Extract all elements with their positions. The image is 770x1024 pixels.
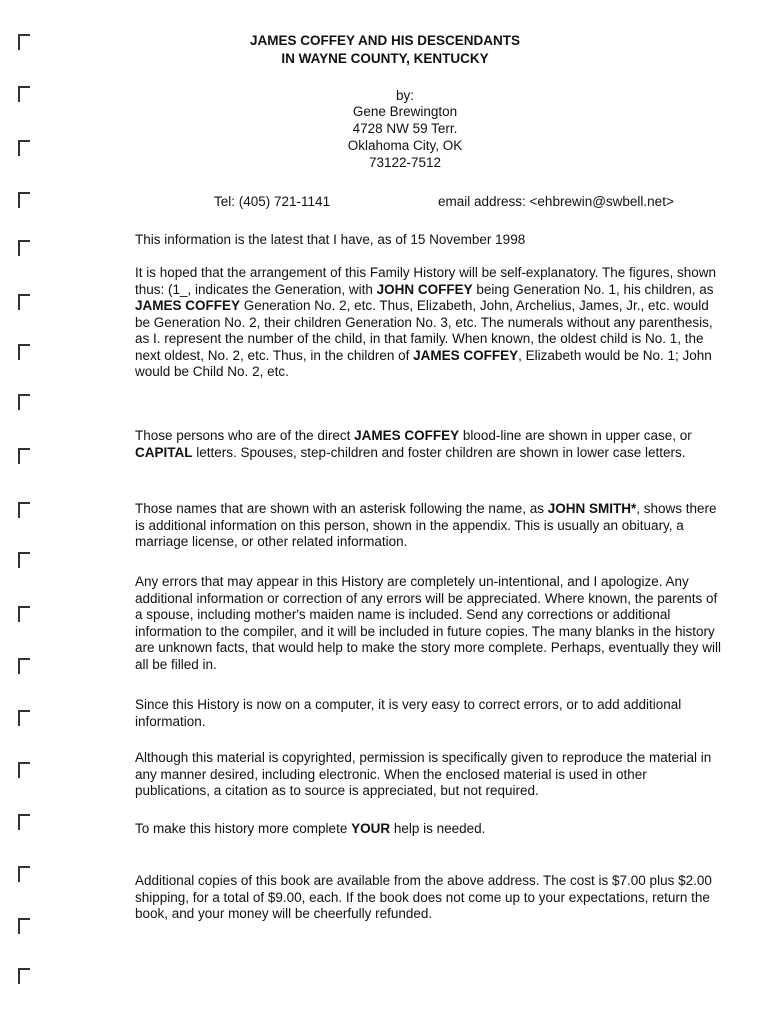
binder-mark bbox=[18, 866, 30, 882]
copies-paragraph: Additional copies of this book are available from the above address. The cost is $7.00 plus $2.00 shipping, for a total of $9.00, each. If the book does not come up to your expectations, return the book, and your money will be cheerfully refunded. bbox=[135, 873, 712, 921]
arrangement-paragraph: It is hoped that the arrangement of this Family History will be self-explanatory. The figures, shown thus: (1_, indicates the Generation, with JOHN COFFEY being Generation No. 1, his children, as JAMES COFFEY Generation No. 2, etc. Thus, Elizabeth, John, Archelius, James, Jr., etc. would be Generation No. 2, their children Generation No. 3, etc. The numerals without any parenthesis, as I. represent the number of the child, in that family. When known, the oldest child is No. 1, the next oldest, No. 2, etc. Thus, in the children of JAMES COFFEY, Elizabeth would be No. 1; John would be Child No. 2, etc. bbox=[135, 265, 717, 379]
binder-mark bbox=[18, 294, 30, 310]
binder-mark bbox=[18, 814, 30, 830]
author-street: 4728 NW 59 Terr. bbox=[352, 121, 458, 136]
binder-mark bbox=[18, 240, 30, 256]
binder-mark bbox=[18, 762, 30, 778]
binder-mark bbox=[18, 394, 30, 410]
author-by: by: bbox=[395, 88, 414, 103]
binder-hole-marks bbox=[12, 28, 34, 1018]
binder-mark bbox=[18, 968, 30, 984]
binder-mark bbox=[18, 710, 30, 726]
help-needed-paragraph: To make this history more complete YOUR help is needed. bbox=[135, 821, 486, 836]
binder-mark bbox=[18, 658, 30, 674]
copyright-paragraph: Although this material is copyrighted, permission is specifically given to reproduce the material in any manner desired, including electronic. When the enclosed material is used in other publications, a citation as to source is appreciated, but not required. bbox=[135, 750, 712, 798]
bloodline-paragraph: Those persons who are of the direct JAMES COFFEY blood-line are shown in upper case, or CAPITAL letters. Spouses, step-children and foster children are shown in lower case letters. bbox=[135, 428, 692, 460]
binder-mark bbox=[18, 192, 30, 208]
binder-mark bbox=[18, 918, 30, 934]
document-title-line-1: JAMES COFFEY AND HIS DESCENDANTS bbox=[249, 33, 521, 48]
author-city: Oklahoma City, OK bbox=[347, 138, 463, 153]
errors-paragraph: Any errors that may appear in this History are completely un-intentional, and I apologize. Any additional information or correction of any errors will be appreciated. Where known, the parents of a spouse, including mother's maiden name is included. Send any corrections or additional information to the compiler, and it will be included in future copies. The many blanks in the history are unknown facts, that would help to make the story more complete. Perhaps, eventually they will all be filled in. bbox=[135, 574, 722, 672]
asterisk-paragraph: Those names that are shown with an asterisk following the name, as JOHN SMITH*, shows there is additional information on this person, shown in the appendix. This is usually an obituary, a marriage license, or other related information. bbox=[135, 501, 717, 549]
author-zip: 73122-7512 bbox=[368, 155, 442, 170]
binder-mark bbox=[18, 448, 30, 464]
computer-paragraph: Since this History is now on a computer, it is very easy to correct errors, or to add additional information. bbox=[135, 697, 682, 729]
email-address: email address: <ehbrewin@swbell.net> bbox=[438, 194, 674, 209]
document-title-line-2: IN WAYNE COUNTY, KENTUCKY bbox=[281, 51, 489, 66]
author-name: Gene Brewington bbox=[352, 104, 458, 119]
binder-mark bbox=[18, 552, 30, 568]
binder-mark bbox=[18, 502, 30, 518]
telephone: Tel: (405) 721-1141 bbox=[214, 194, 331, 209]
binder-mark bbox=[18, 606, 30, 622]
latest-info-paragraph: This information is the latest that I have, as of 15 November 1998 bbox=[135, 232, 526, 247]
binder-mark bbox=[18, 344, 30, 360]
